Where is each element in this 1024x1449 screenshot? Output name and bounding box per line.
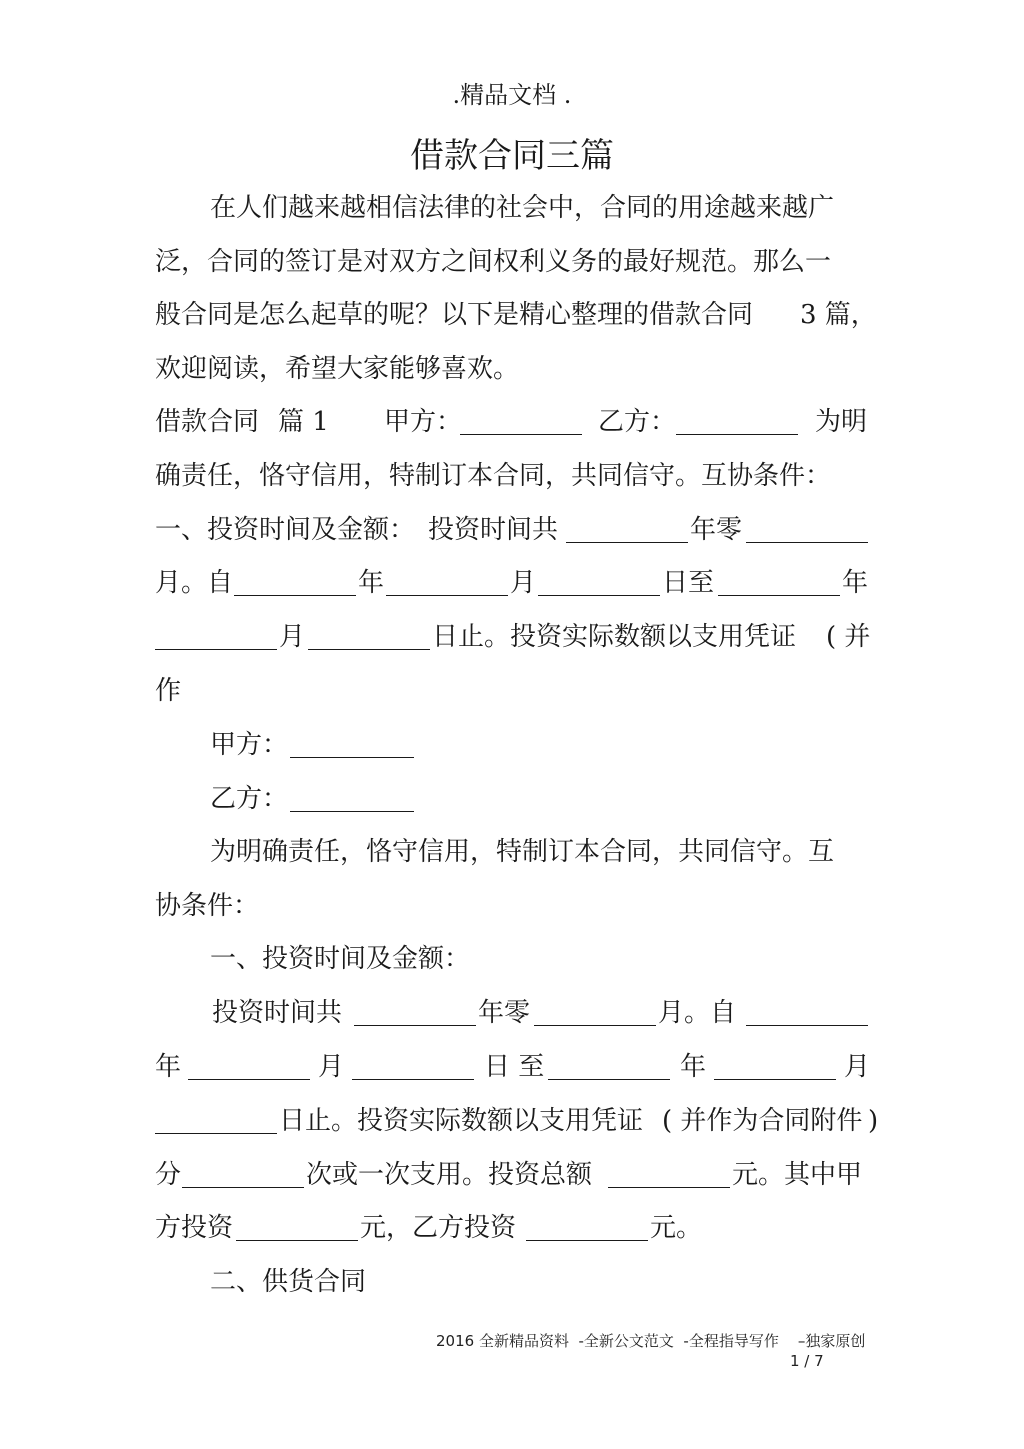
intro-line-1: 在人们越来越相信法律的社会中，合同的用途越来越广: [210, 193, 835, 223]
blank-field[interactable]: [352, 1055, 474, 1080]
blank-field[interactable]: [182, 1163, 304, 1188]
text-segment: 投资时间共: [428, 515, 559, 545]
text-segment: 年零: [478, 998, 531, 1028]
party-b-label: 乙方：: [210, 784, 289, 814]
page-header: .精品文档 .: [452, 81, 572, 109]
text-segment: 元，乙方投资: [360, 1213, 517, 1243]
party-b-blank[interactable]: [290, 787, 414, 812]
text-segment: 月: [844, 1052, 871, 1082]
blank-field[interactable]: [746, 518, 868, 543]
text-segment: 投资时间共: [212, 998, 343, 1028]
text-segment: 次或一次支用。投资总额: [306, 1160, 593, 1190]
text-segment: 月: [510, 568, 537, 598]
text-segment: 方投资: [155, 1213, 234, 1243]
text-segment: 元。其中甲: [732, 1160, 863, 1190]
contract-1-number: 篇 1: [278, 407, 329, 437]
party-a-blank[interactable]: [290, 733, 414, 758]
intro-line-4: 欢迎阅读，希望大家能够喜欢。: [155, 354, 520, 384]
blank-field[interactable]: [548, 1055, 670, 1080]
footer-text: 2016 全新精品资料 -全新公文范文 -全程指导写作 –独家原创: [436, 1332, 866, 1350]
blank-field[interactable]: [534, 1001, 656, 1026]
text-segment: 日止。投资实际数额以支用凭证: [279, 1106, 644, 1136]
party-b-label: 乙方：: [598, 407, 677, 437]
blank-field[interactable]: [236, 1216, 358, 1241]
party-b-blank[interactable]: [676, 410, 798, 435]
text-segment: 月。自: [658, 998, 737, 1028]
text-segment: ( 并: [826, 622, 871, 652]
section-heading: 一、投资时间及金额：: [155, 515, 416, 545]
blank-field[interactable]: [155, 625, 277, 650]
blank-field[interactable]: [718, 571, 840, 596]
blank-field[interactable]: [354, 1001, 476, 1026]
blank-field[interactable]: [608, 1163, 730, 1188]
text-segment: 日止。投资实际数额以支用凭证: [432, 622, 797, 652]
intro-line-2: 泛，合同的签订是对双方之间权利义务的最好规范。那么一: [155, 247, 832, 277]
text-segment: 日至: [662, 568, 715, 598]
blank-field[interactable]: [746, 1001, 868, 1026]
party-a-label: 甲方：: [210, 730, 289, 760]
text-segment: 年: [358, 568, 385, 598]
intro-line-3: 般合同是怎么起草的呢？以下是精心整理的借款合同: [155, 300, 754, 330]
intro-line-3-count: 3 篇，: [800, 300, 877, 330]
blank-field[interactable]: [234, 571, 356, 596]
text-segment: 日 至: [484, 1052, 545, 1082]
text-segment: ( 并作为合同附件: [662, 1106, 863, 1136]
text-segment: ): [868, 1106, 879, 1136]
contract-1-heading: 借款合同: [155, 407, 260, 437]
blank-field[interactable]: [386, 571, 508, 596]
blank-field[interactable]: [526, 1216, 648, 1241]
text-segment: 元。: [650, 1213, 703, 1243]
text-segment: 年: [155, 1052, 182, 1082]
document-title: 借款合同三篇: [410, 136, 614, 176]
text-segment: 年: [842, 568, 869, 598]
blank-field[interactable]: [188, 1055, 310, 1080]
party-a-label: 甲方：: [384, 407, 463, 437]
text-segment: 年: [680, 1052, 707, 1082]
blank-field[interactable]: [308, 625, 430, 650]
text-segment: 年零: [690, 515, 743, 545]
text-segment: 分: [155, 1160, 182, 1190]
blank-field[interactable]: [714, 1055, 836, 1080]
text-line: 协条件：: [155, 891, 260, 921]
text-segment: 月: [318, 1052, 345, 1082]
blank-field[interactable]: [566, 518, 688, 543]
text-line: 作: [155, 676, 182, 706]
text-line: 确责任，恪守信用，特制订本合同，共同信守。互协条件：: [155, 461, 832, 491]
section-heading: 二、供货合同: [210, 1267, 367, 1297]
text-line: 为明确责任，恪守信用，特制订本合同，共同信守。互: [210, 837, 835, 867]
text-segment: 月: [279, 622, 306, 652]
section-heading: 一、投资时间及金额：: [210, 944, 471, 974]
blank-field[interactable]: [155, 1109, 277, 1134]
text-segment: 月。自: [155, 568, 234, 598]
page-number: 1 / 7: [790, 1352, 824, 1370]
party-a-blank[interactable]: [460, 410, 582, 435]
text-segment: 为明: [815, 407, 868, 437]
blank-field[interactable]: [538, 571, 660, 596]
